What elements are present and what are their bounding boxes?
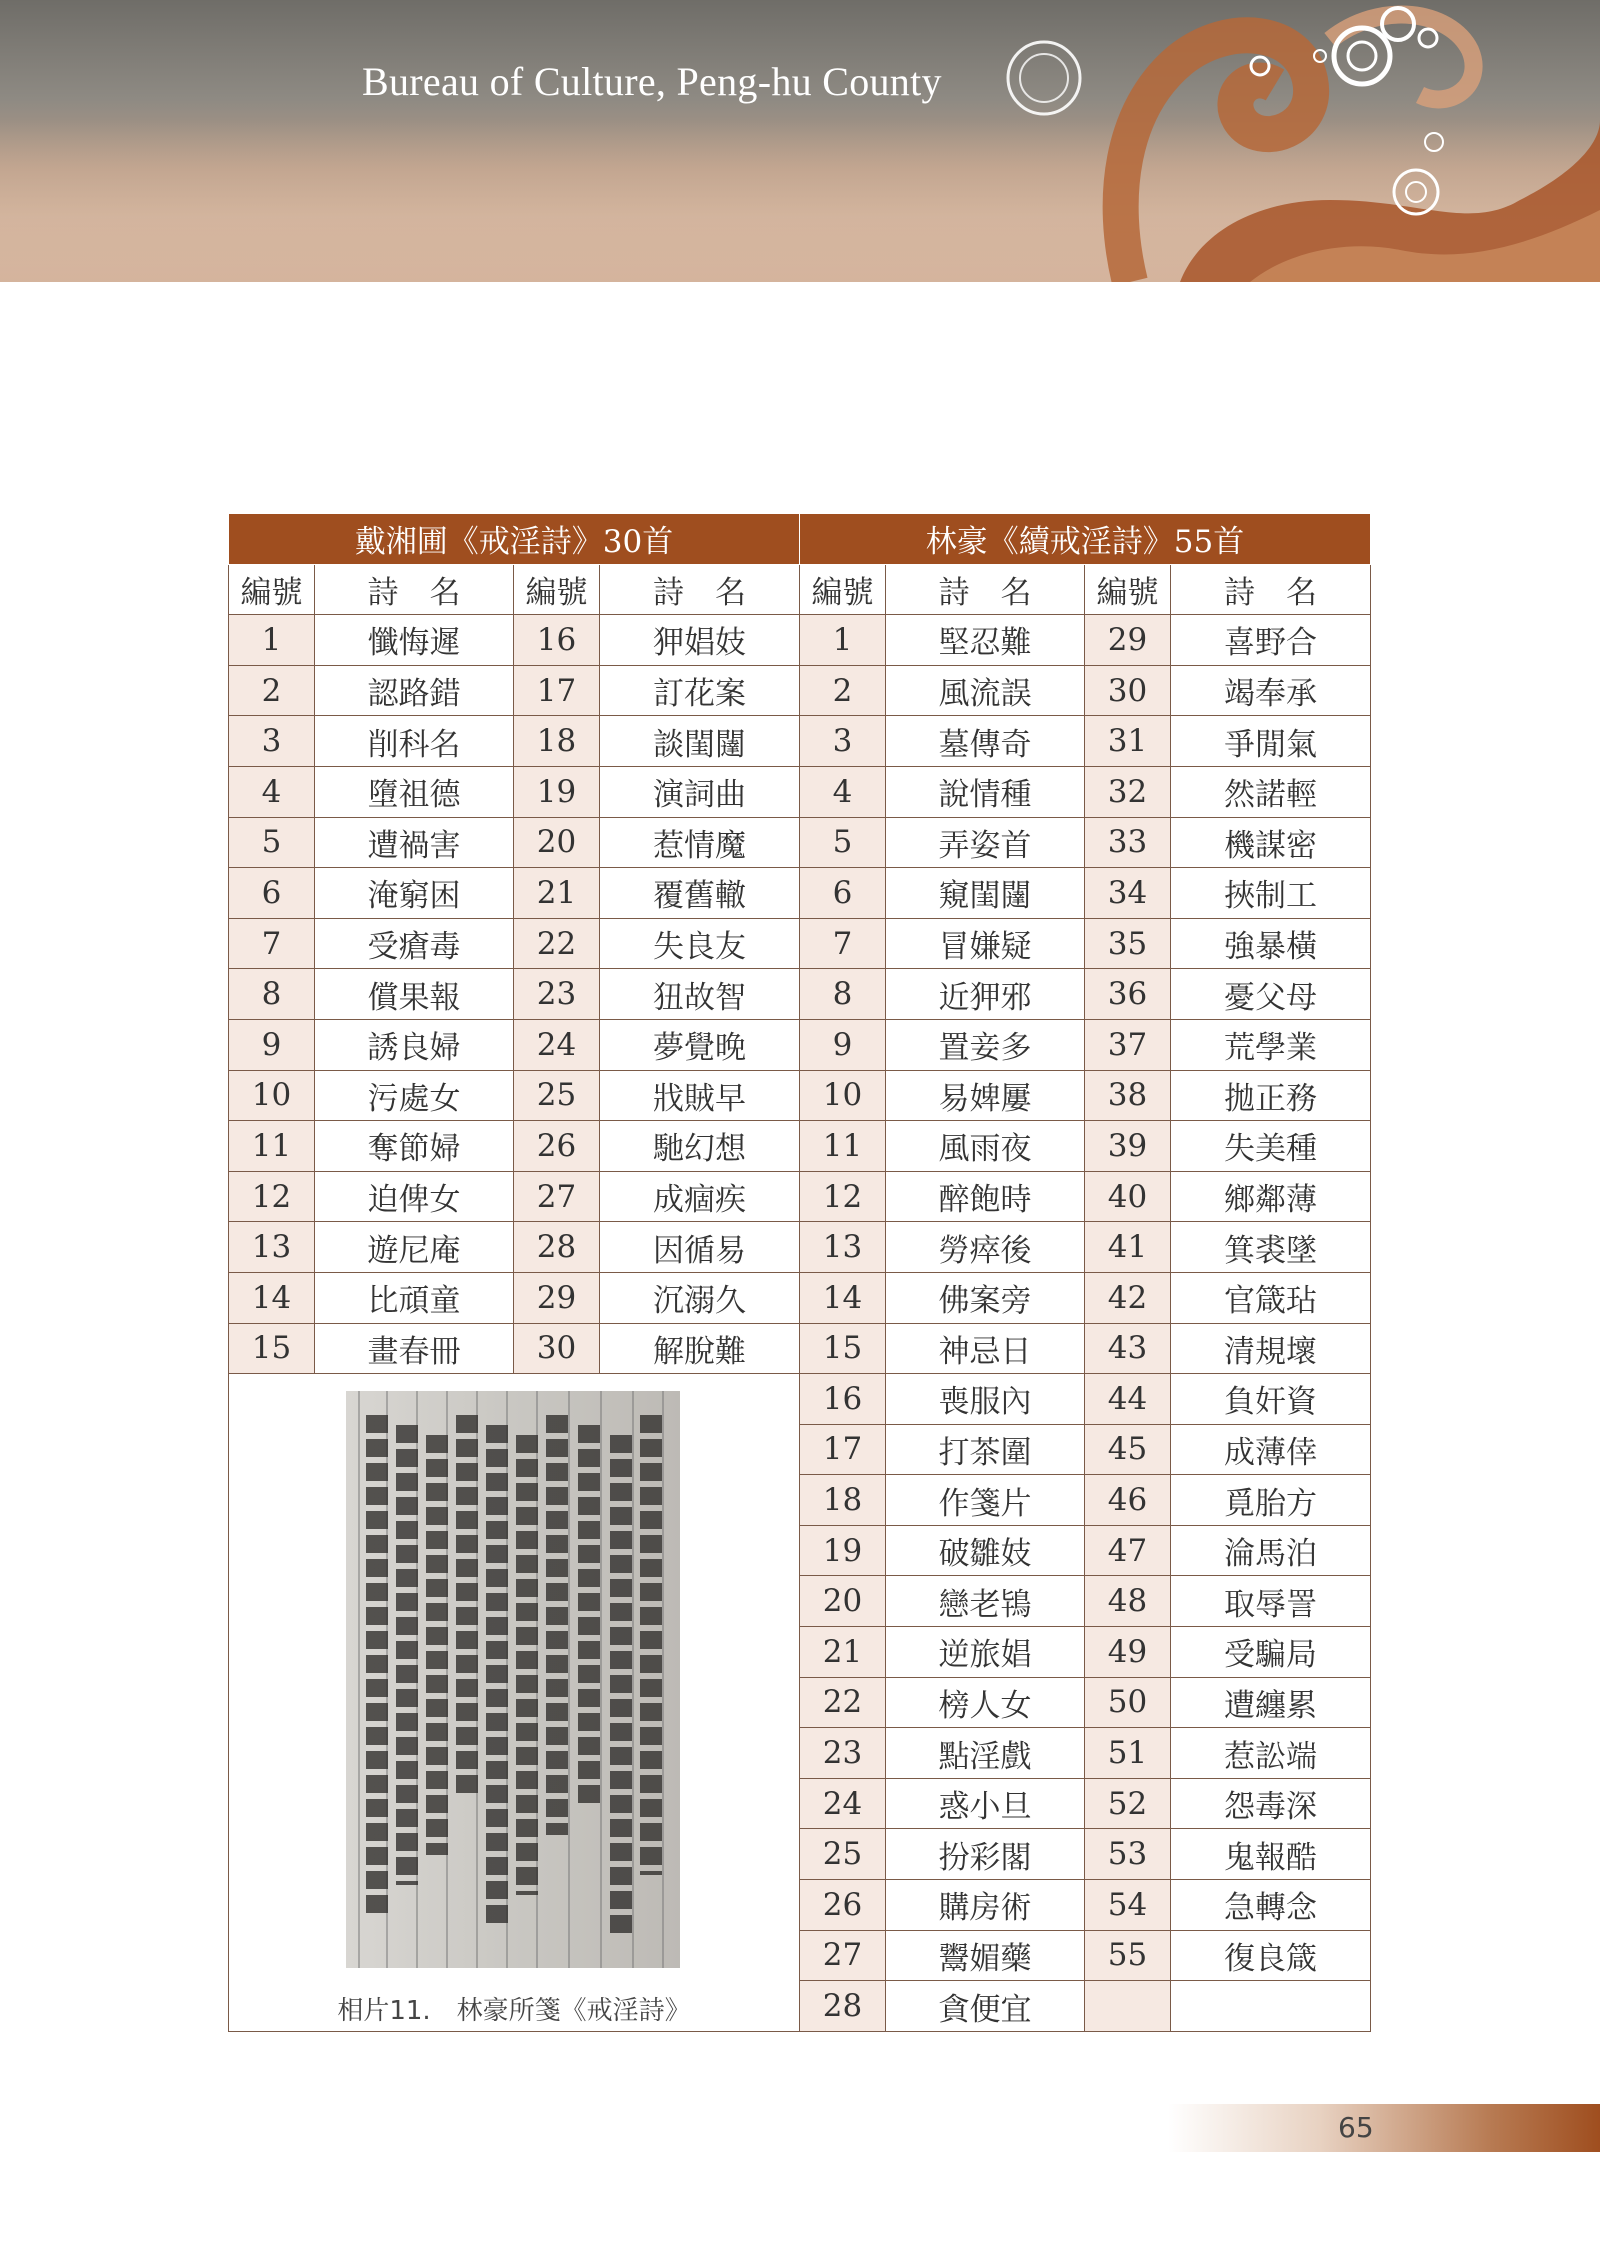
poem-number-cell: 48 — [1085, 1576, 1171, 1627]
poem-title-cell: 挾制工 — [1171, 868, 1371, 919]
poem-title-cell: 喜野合 — [1171, 615, 1371, 666]
right-group-title: 林豪《續戒淫詩》55首 — [800, 514, 1371, 565]
poem-title-cell: 扮彩閣 — [886, 1829, 1085, 1880]
poem-number-cell: 11 — [800, 1121, 886, 1172]
header-banner — [0, 0, 1600, 282]
poem-number-cell: 29 — [514, 1272, 600, 1323]
poem-title-cell: 遭禍害 — [315, 817, 514, 868]
poem-title-cell: 狃故智 — [600, 969, 800, 1020]
poem-title-cell: 箕裘墜 — [1171, 1222, 1371, 1273]
poem-number-cell: 24 — [800, 1778, 886, 1829]
poem-title-cell: 風流誤 — [886, 665, 1085, 716]
photo-cell — [229, 1374, 800, 2032]
poem-number-cell: 19 — [514, 766, 600, 817]
poem-number-cell: 39 — [1085, 1121, 1171, 1172]
poem-title-cell: 誘良婦 — [315, 1019, 514, 1070]
poem-number-cell: 34 — [1085, 868, 1171, 919]
poem-number-cell: 10 — [800, 1070, 886, 1121]
poem-number-cell: 7 — [800, 918, 886, 969]
poem-number-cell: 15 — [229, 1323, 315, 1374]
column-header-number: 編號 — [514, 564, 600, 615]
poem-number-cell: 27 — [514, 1171, 600, 1222]
poem-title-cell: 急轉念 — [1171, 1880, 1371, 1931]
poem-title-cell: 成薄倖 — [1171, 1424, 1371, 1475]
poem-number-cell: 28 — [514, 1222, 600, 1273]
poem-title-cell: 近狎邪 — [886, 969, 1085, 1020]
poem-number-cell: 31 — [1085, 716, 1171, 767]
poem-number-cell: 43 — [1085, 1323, 1171, 1374]
photo-text-column — [426, 1435, 448, 1855]
photo-text-column — [516, 1435, 538, 1895]
column-header-number: 編號 — [1085, 564, 1171, 615]
poem-title-cell: 然諾輕 — [1171, 766, 1371, 817]
photo-column-rule — [662, 1391, 664, 1968]
poem-title-cell: 夢覺晚 — [600, 1019, 800, 1070]
poem-number-cell: 14 — [800, 1272, 886, 1323]
poem-number-cell: 25 — [514, 1070, 600, 1121]
poem-number-cell: 35 — [1085, 918, 1171, 969]
poem-title-cell: 清規壞 — [1171, 1323, 1371, 1374]
poem-title-cell: 失美種 — [1171, 1121, 1371, 1172]
poem-title-cell: 易婢屢 — [886, 1070, 1085, 1121]
column-header-title: 詩 名 — [1171, 564, 1371, 615]
poem-number-cell: 22 — [514, 918, 600, 969]
poem-title-cell: 鬼報酷 — [1171, 1829, 1371, 1880]
poem-number-cell: 42 — [1085, 1272, 1171, 1323]
poem-title-cell: 逆旅娼 — [886, 1627, 1085, 1678]
table-row — [229, 766, 1371, 817]
poem-title-cell: 遊尼庵 — [315, 1222, 514, 1273]
poem-title-cell: 覆舊轍 — [600, 868, 800, 919]
poem-title-cell: 負奸資 — [1171, 1374, 1371, 1425]
poem-title-cell: 拋正務 — [1171, 1070, 1371, 1121]
poem-number-cell: 21 — [514, 868, 600, 919]
poem-title-cell: 演詞曲 — [600, 766, 800, 817]
poem-number-cell: 16 — [514, 615, 600, 666]
poem-number-cell: 44 — [1085, 1374, 1171, 1425]
poem-title-cell: 醉飽時 — [886, 1171, 1085, 1222]
table-group-header-row — [229, 514, 1371, 565]
table-row — [229, 615, 1371, 666]
photo-column-rule — [600, 1391, 602, 1968]
photo-column-rule — [358, 1391, 360, 1968]
poem-number-cell: 32 — [1085, 766, 1171, 817]
table-row — [229, 716, 1371, 767]
photo-text-column — [366, 1415, 388, 1915]
poem-number-cell: 50 — [1085, 1677, 1171, 1728]
poem-number-cell: 23 — [800, 1728, 886, 1779]
poem-number-cell: 38 — [1085, 1070, 1171, 1121]
poem-number-cell: 20 — [800, 1576, 886, 1627]
poem-number-cell: 40 — [1085, 1171, 1171, 1222]
poem-title-cell: 覓胎方 — [1171, 1475, 1371, 1526]
poem-title-cell: 取辱詈 — [1171, 1576, 1371, 1627]
poem-number-cell: 26 — [800, 1880, 886, 1931]
poem-title-cell: 貪便宜 — [886, 1981, 1085, 2032]
poem-number-cell: 26 — [514, 1121, 600, 1172]
poem-title-cell: 懺悔遲 — [315, 615, 514, 666]
poem-number-cell: 30 — [514, 1323, 600, 1374]
poem-title-cell: 荒學業 — [1171, 1019, 1371, 1070]
table-row — [229, 1272, 1371, 1323]
poem-title-cell: 強暴橫 — [1171, 918, 1371, 969]
poem-title-cell: 因循易 — [600, 1222, 800, 1273]
poem-number-cell: 51 — [1085, 1728, 1171, 1779]
poem-title-cell: 說情種 — [886, 766, 1085, 817]
poem-title-cell: 奪節婦 — [315, 1121, 514, 1172]
table-row — [229, 665, 1371, 716]
poem-number-cell: 27 — [800, 1930, 886, 1981]
poem-number-cell: 1 — [229, 615, 315, 666]
photo-caption: 相片11. 林豪所箋《戒淫詩》 — [337, 1996, 691, 2027]
poem-table-body — [229, 514, 1371, 2032]
poem-title-cell: 官箴玷 — [1171, 1272, 1371, 1323]
photo-text-column — [456, 1415, 478, 1795]
poem-title-cell: 堅忍難 — [886, 615, 1085, 666]
poem-number-cell: 4 — [229, 766, 315, 817]
poem-table — [228, 513, 1371, 2032]
poem-number-cell: 28 — [800, 1981, 886, 2032]
poem-title-cell: 受瘡毒 — [315, 918, 514, 969]
poem-title-cell: 惹訟端 — [1171, 1728, 1371, 1779]
poem-title-cell: 解脫難 — [600, 1323, 800, 1374]
poem-title-cell: 淪馬泊 — [1171, 1525, 1371, 1576]
table-row — [229, 1019, 1371, 1070]
table-row — [229, 1121, 1371, 1172]
photo-text-column — [610, 1435, 632, 1935]
table-row — [229, 868, 1371, 919]
poem-number-cell: 3 — [800, 716, 886, 767]
poem-title-cell: 鄉鄰薄 — [1171, 1171, 1371, 1222]
poem-title-cell: 墓傳奇 — [886, 716, 1085, 767]
poem-number-cell: 36 — [1085, 969, 1171, 1020]
poem-title-cell: 復良箴 — [1171, 1930, 1371, 1981]
poem-number-cell — [1085, 1981, 1171, 2032]
column-header-title: 詩 名 — [600, 564, 800, 615]
poem-number-cell: 2 — [229, 665, 315, 716]
poem-number-cell: 8 — [229, 969, 315, 1020]
poem-title-cell: 機謀密 — [1171, 817, 1371, 868]
poem-number-cell: 9 — [800, 1019, 886, 1070]
table-row — [229, 1222, 1371, 1273]
poem-number-cell: 11 — [229, 1121, 315, 1172]
poem-number-cell: 54 — [1085, 1880, 1171, 1931]
poem-title-cell: 榜人女 — [886, 1677, 1085, 1728]
poem-title-cell: 作箋片 — [886, 1475, 1085, 1526]
poem-title-cell: 畫春冊 — [315, 1323, 514, 1374]
poem-title-cell: 受騙局 — [1171, 1627, 1371, 1678]
poem-title-cell: 破雛妓 — [886, 1525, 1085, 1576]
footer-bar — [1168, 2104, 1600, 2152]
poem-title-cell: 訂花案 — [600, 665, 800, 716]
poem-title-cell: 點淫戲 — [886, 1728, 1085, 1779]
column-header-title: 詩 名 — [315, 564, 514, 615]
poem-number-cell: 47 — [1085, 1525, 1171, 1576]
poem-number-cell: 16 — [800, 1374, 886, 1425]
table-row — [229, 969, 1371, 1020]
photo-text-column — [546, 1415, 568, 1835]
poem-title-cell: 鬻媚藥 — [886, 1930, 1085, 1981]
poem-number-cell: 2 — [800, 665, 886, 716]
poem-title-cell: 怨毒深 — [1171, 1778, 1371, 1829]
poem-title-cell: 窺閨闥 — [886, 868, 1085, 919]
poem-title-cell: 比頑童 — [315, 1272, 514, 1323]
manuscript-photo — [346, 1391, 680, 1968]
poem-number-cell: 13 — [229, 1222, 315, 1273]
left-group-title: 戴湘圃《戒淫詩》30首 — [229, 514, 800, 565]
poem-title-cell: 喪服內 — [886, 1374, 1085, 1425]
poem-number-cell: 53 — [1085, 1829, 1171, 1880]
poem-number-cell: 41 — [1085, 1222, 1171, 1273]
column-header-number: 編號 — [800, 564, 886, 615]
poem-title-cell: 償果報 — [315, 969, 514, 1020]
poem-title-cell: 迫俾女 — [315, 1171, 514, 1222]
poem-title-cell: 失良友 — [600, 918, 800, 969]
poem-title-cell: 弄姿首 — [886, 817, 1085, 868]
poem-number-cell: 8 — [800, 969, 886, 1020]
table-row — [229, 918, 1371, 969]
banner-title: Bureau of Culture, Peng-hu County — [362, 59, 942, 104]
poem-number-cell: 3 — [229, 716, 315, 767]
poem-title-cell: 戕賊早 — [600, 1070, 800, 1121]
poem-title-cell: 遭纏累 — [1171, 1677, 1371, 1728]
poem-title-cell: 打茶圍 — [886, 1424, 1085, 1475]
poem-number-cell: 7 — [229, 918, 315, 969]
photo-text-column — [486, 1425, 508, 1925]
poem-title-cell: 墮祖德 — [315, 766, 514, 817]
poem-number-cell: 17 — [800, 1424, 886, 1475]
poem-number-cell: 14 — [229, 1272, 315, 1323]
table-row — [229, 1171, 1371, 1222]
photo-column-rule — [632, 1391, 634, 1968]
poem-number-cell: 30 — [1085, 665, 1171, 716]
poem-number-cell: 19 — [800, 1525, 886, 1576]
poem-number-cell: 21 — [800, 1627, 886, 1678]
table-column-header-row — [229, 564, 1371, 615]
poem-number-cell: 6 — [800, 868, 886, 919]
poem-title-cell — [1171, 1981, 1371, 2032]
poem-number-cell: 37 — [1085, 1019, 1171, 1070]
poem-number-cell: 55 — [1085, 1930, 1171, 1981]
poem-number-cell: 12 — [229, 1171, 315, 1222]
poem-number-cell: 45 — [1085, 1424, 1171, 1475]
poem-number-cell: 9 — [229, 1019, 315, 1070]
poem-number-cell: 5 — [800, 817, 886, 868]
poem-number-cell: 17 — [514, 665, 600, 716]
poem-number-cell: 13 — [800, 1222, 886, 1273]
photo-column-rule — [568, 1391, 570, 1968]
poem-title-cell: 淹窮困 — [315, 868, 514, 919]
poem-title-cell: 冒嫌疑 — [886, 918, 1085, 969]
poem-title-cell: 勞瘁後 — [886, 1222, 1085, 1273]
poem-title-cell: 成痼疾 — [600, 1171, 800, 1222]
poem-number-cell: 6 — [229, 868, 315, 919]
poem-title-cell: 戀老鴇 — [886, 1576, 1085, 1627]
poem-number-cell: 52 — [1085, 1778, 1171, 1829]
column-header-number: 編號 — [229, 564, 315, 615]
table-row — [229, 1070, 1371, 1121]
poem-title-cell: 風雨夜 — [886, 1121, 1085, 1172]
poem-number-cell: 4 — [800, 766, 886, 817]
poem-title-cell: 沉溺久 — [600, 1272, 800, 1323]
poem-number-cell: 25 — [800, 1829, 886, 1880]
poem-number-cell: 23 — [514, 969, 600, 1020]
poem-number-cell: 22 — [800, 1677, 886, 1728]
poem-title-cell: 佛案旁 — [886, 1272, 1085, 1323]
poem-title-cell: 爭閒氣 — [1171, 716, 1371, 767]
table-row — [229, 1374, 1371, 1425]
photo-text-column — [578, 1425, 600, 1805]
page-number: 65 — [1338, 2111, 1374, 2144]
column-header-title: 詩 名 — [886, 564, 1085, 615]
poem-number-cell: 20 — [514, 817, 600, 868]
poem-number-cell: 33 — [1085, 817, 1171, 868]
decorative-swirl-icon — [0, 0, 1600, 282]
poem-number-cell: 18 — [800, 1475, 886, 1526]
poem-number-cell: 15 — [800, 1323, 886, 1374]
poem-number-cell: 18 — [514, 716, 600, 767]
poem-title-cell: 神忌日 — [886, 1323, 1085, 1374]
poem-title-cell: 惹情魔 — [600, 817, 800, 868]
poem-title-cell: 購房術 — [886, 1880, 1085, 1931]
poem-title-cell: 認路錯 — [315, 665, 514, 716]
poem-title-cell: 惑小旦 — [886, 1778, 1085, 1829]
poem-number-cell: 46 — [1085, 1475, 1171, 1526]
poem-number-cell: 5 — [229, 817, 315, 868]
table-row — [229, 1323, 1371, 1374]
poem-number-cell: 1 — [800, 615, 886, 666]
poem-title-cell: 竭奉承 — [1171, 665, 1371, 716]
poem-title-cell: 狎娼妓 — [600, 615, 800, 666]
poem-number-cell: 10 — [229, 1070, 315, 1121]
poem-title-cell: 置妾多 — [886, 1019, 1085, 1070]
poem-title-cell: 污處女 — [315, 1070, 514, 1121]
poem-title-cell: 憂父母 — [1171, 969, 1371, 1020]
poem-title-cell: 談閨闥 — [600, 716, 800, 767]
poem-number-cell: 49 — [1085, 1627, 1171, 1678]
poem-title-cell: 馳幻想 — [600, 1121, 800, 1172]
photo-text-column — [396, 1425, 418, 1885]
table-row — [229, 817, 1371, 868]
poem-number-cell: 29 — [1085, 615, 1171, 666]
photo-text-column — [640, 1415, 662, 1875]
poem-number-cell: 24 — [514, 1019, 600, 1070]
poem-title-cell: 削科名 — [315, 716, 514, 767]
poem-number-cell: 12 — [800, 1171, 886, 1222]
